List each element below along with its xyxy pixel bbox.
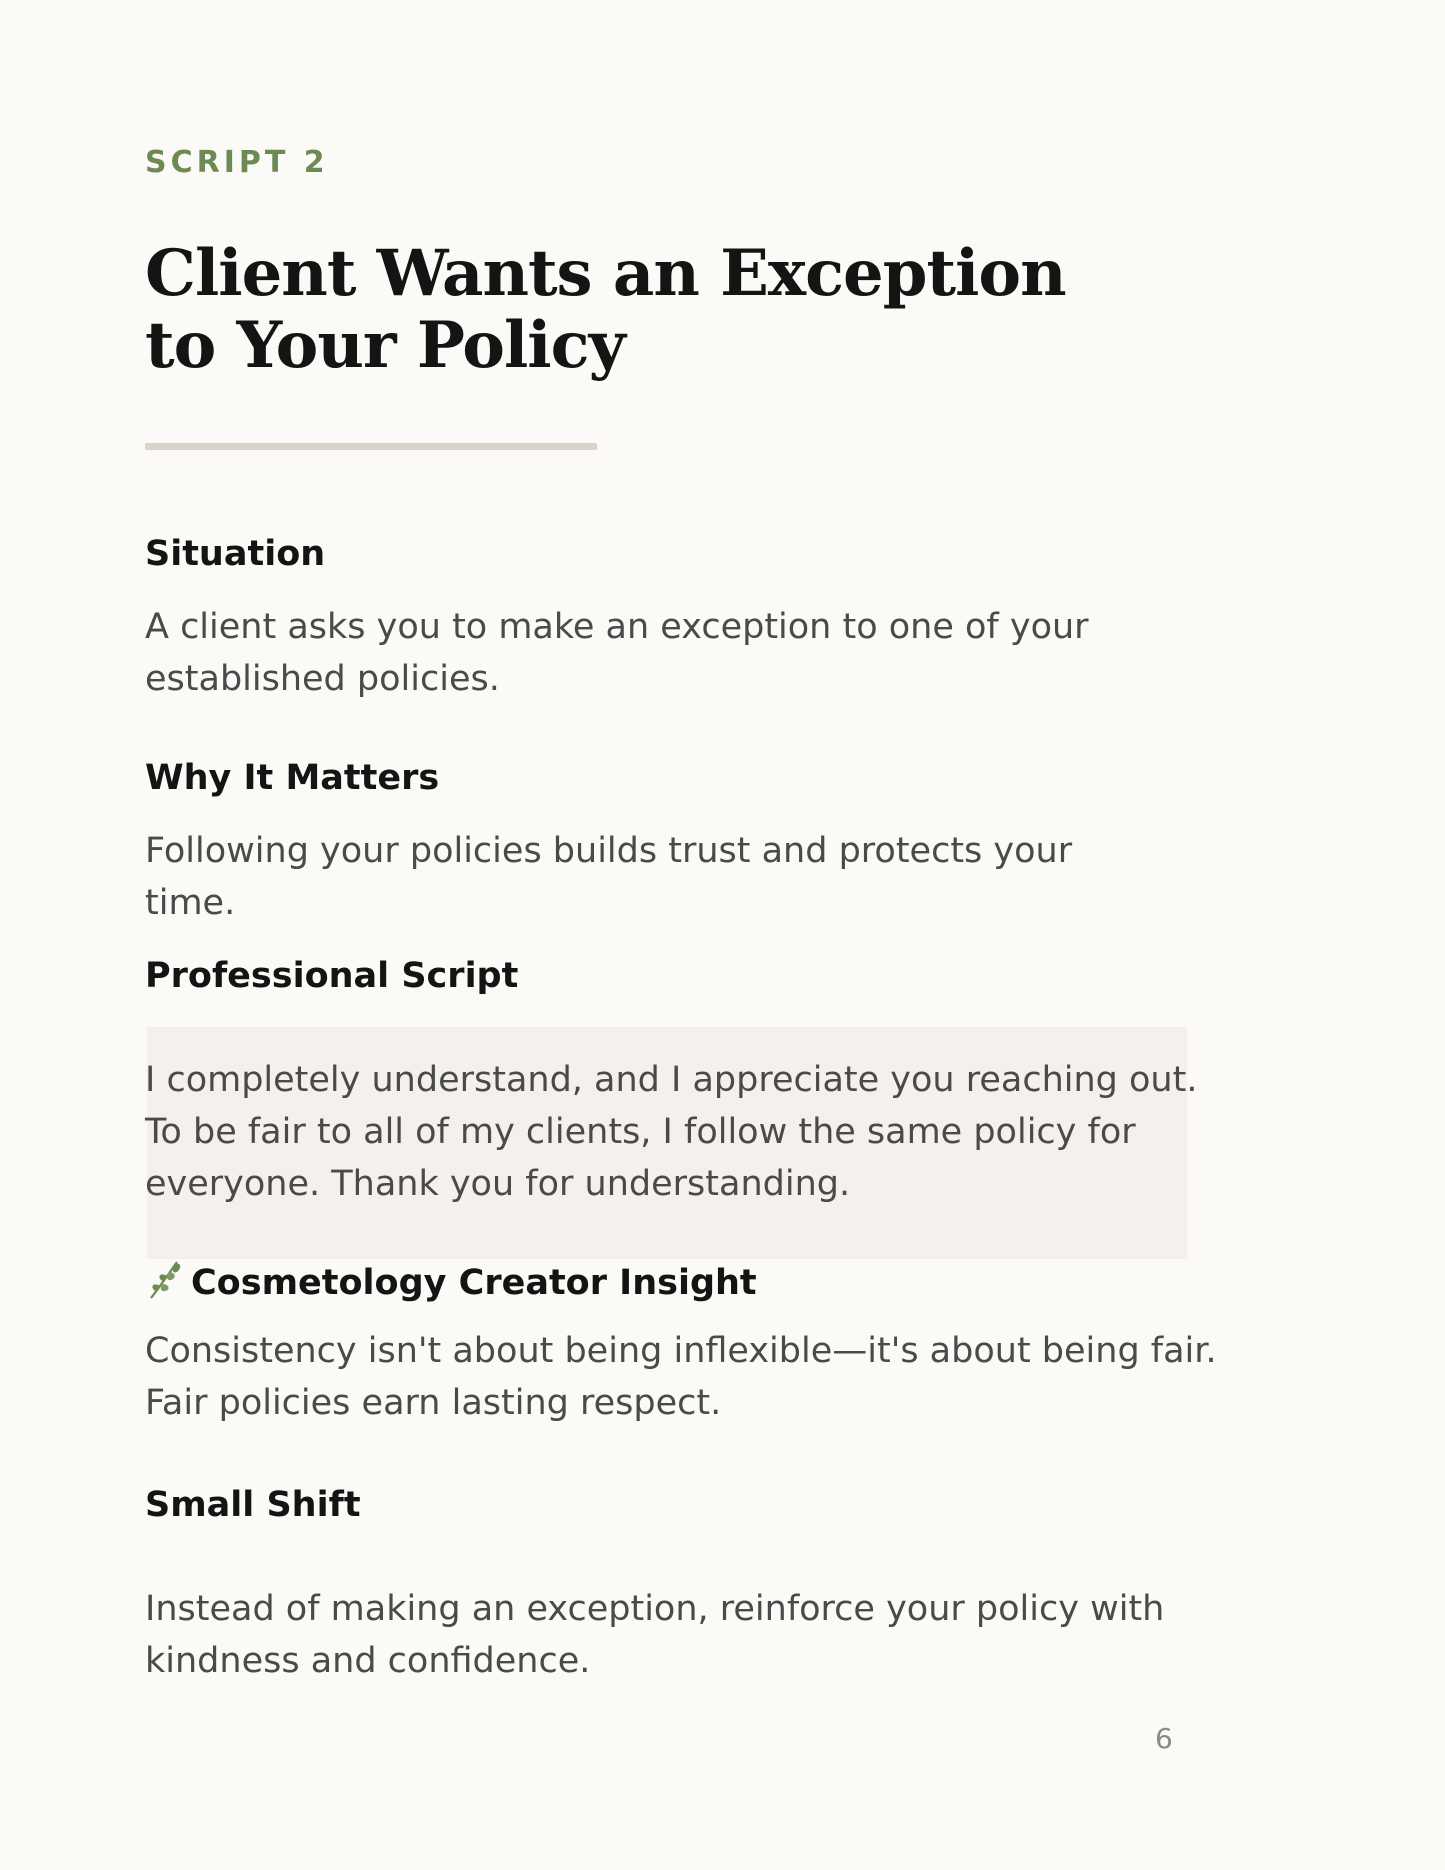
situation-text: A client asks you to make an exception to one of your established policies. [145, 607, 1089, 699]
why-it-matters-heading: Why It Matters [145, 758, 440, 798]
small-shift-text: Instead of making an exception, reinforce your policy with kindness and confidence. [145, 1589, 1165, 1681]
small-shift-heading: Small Shift [145, 1485, 361, 1525]
why-it-matters-text: Following your policies builds trust and protects your time. [145, 831, 1073, 923]
insight-heading [145, 1258, 757, 1304]
insight-text: Consistency isn't about being inflexible—it's about being fair. Fair policies earn lasting respect. [145, 1331, 1217, 1423]
page-title-line-2: to Your Policy [145, 308, 625, 383]
page-title [145, 238, 1145, 382]
situation-heading: Situation [145, 534, 326, 574]
page-title-line-1: Client Wants an Exception [145, 236, 1066, 311]
leaf-icon [145, 1258, 183, 1300]
title-divider [145, 443, 597, 450]
page-number: 6 [1155, 1722, 1173, 1755]
script-number-label: SCRIPT 2 [145, 145, 329, 180]
insight-heading-label: Cosmetology Creator Insight [191, 1263, 757, 1303]
professional-script-text: I completely understand, and I appreciate you reaching out. To be fair to all of my clients, I follow the same policy for everyone. Thank you for understanding. [145, 1060, 1198, 1204]
document-page [145, 0, 1295, 1870]
professional-script-heading: Professional Script [145, 956, 519, 996]
